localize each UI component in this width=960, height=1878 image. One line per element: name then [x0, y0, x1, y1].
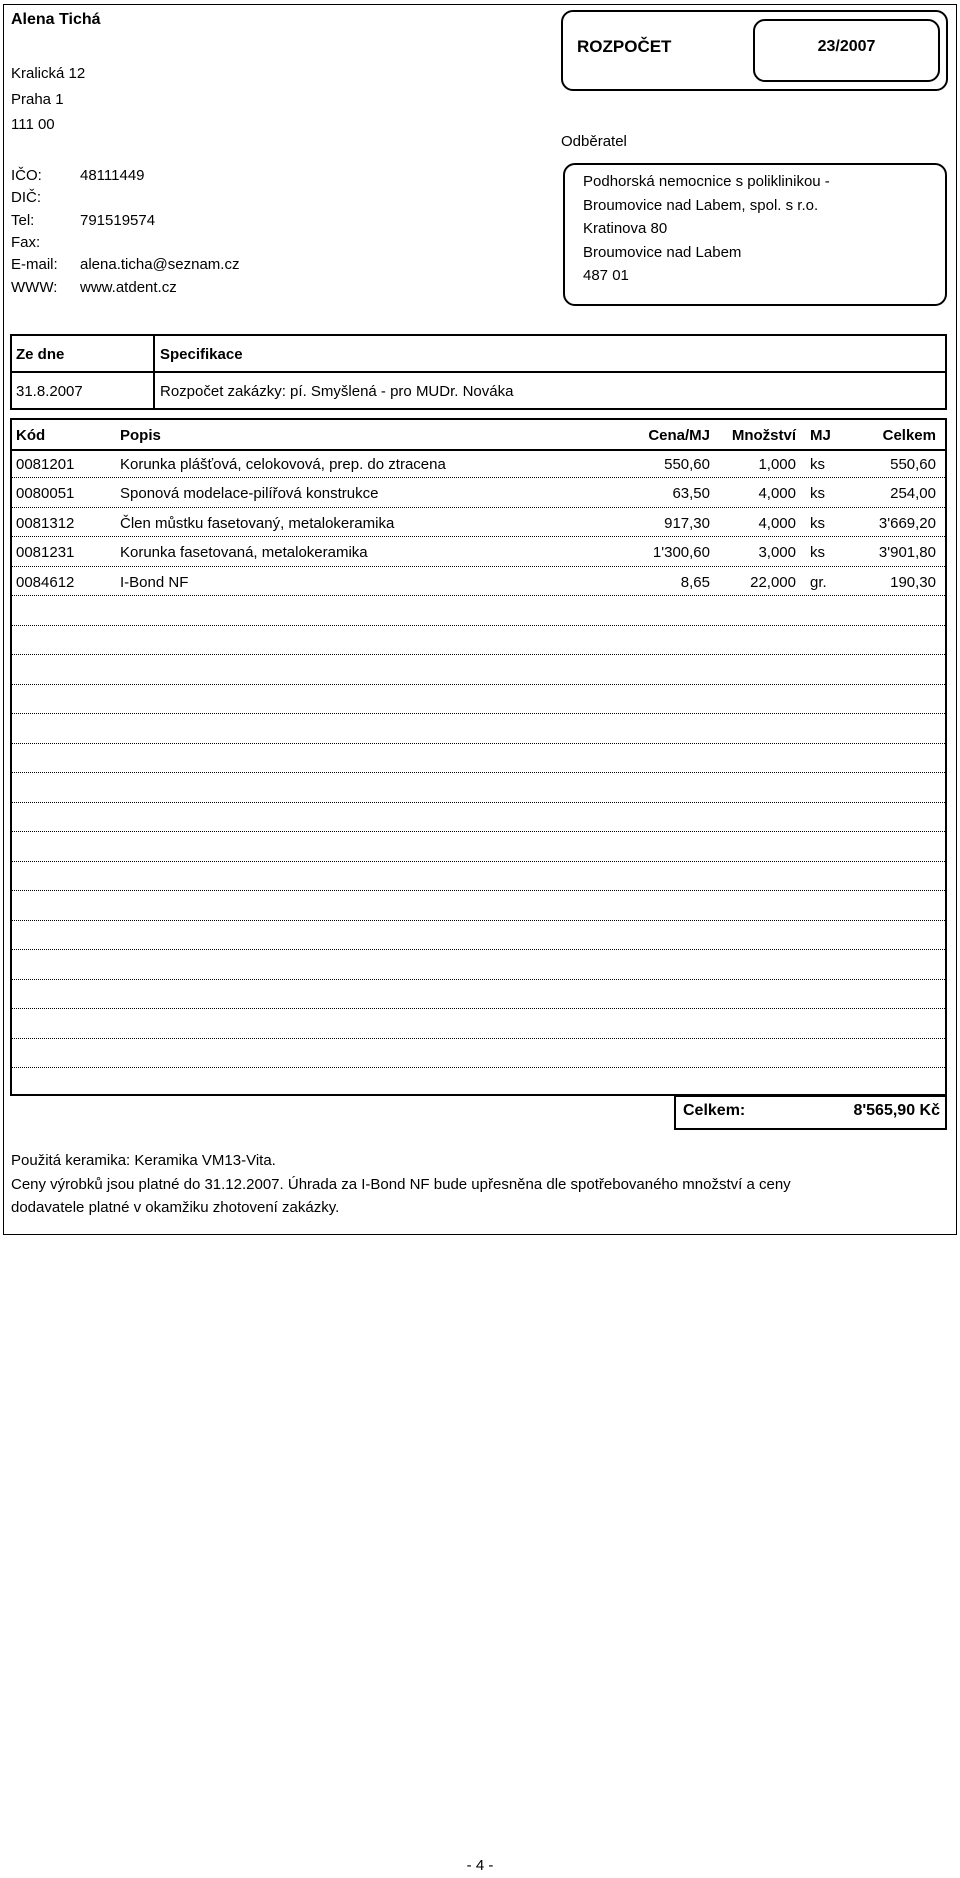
tel-label: Tel: [11, 212, 35, 229]
item-unit: ks [810, 544, 825, 561]
item-description: Korunka fasetovaná, metalokeramika [120, 544, 368, 561]
row-separator [12, 536, 945, 537]
fax-label: Fax: [11, 234, 41, 251]
spec-date-header: Ze dne [16, 346, 65, 363]
item-total: 3'901,80 [878, 544, 936, 561]
row-separator [12, 507, 945, 508]
document-type-label: ROZPOČET [577, 37, 672, 56]
supplier-street: Kralická 12 [11, 65, 86, 82]
item-code: 0081312 [16, 515, 75, 532]
note-validity: Ceny výrobků jsou platné do 31.12.2007. Úhrada za I-Bond NF bude upřesněna dle spotřebovaného množství a ceny [11, 1176, 791, 1193]
buyer-line-1: Podhorská nemocnice s poliklinikou - [583, 173, 830, 190]
item-description: Člen můstku fasetovaný, metalokeramika [120, 515, 395, 532]
ico-value: 48111449 [80, 167, 145, 184]
note-validity-continued: dodavatele platné v okamžiku zhotovení zakázky. [11, 1199, 340, 1216]
total-value: 8'565,90 Kč [853, 1102, 940, 1119]
note-ceramics: Použitá keramika: Keramika VM13-Vita. [11, 1152, 276, 1169]
row-separator [12, 890, 945, 891]
dic-label: DIČ: [11, 189, 41, 206]
ico-label: IČO: [11, 167, 42, 184]
row-separator [12, 861, 945, 862]
item-unit: ks [810, 485, 825, 502]
supplier-city: Praha 1 [11, 91, 64, 108]
header-description: Popis [120, 427, 161, 444]
item-total: 254,00 [890, 485, 936, 502]
www-label: WWW: [11, 279, 58, 296]
item-description: I-Bond NF [120, 574, 189, 591]
row-separator [12, 802, 945, 803]
row-separator [12, 1008, 945, 1009]
row-separator [12, 566, 945, 567]
buyer-line-4: Broumovice nad Labem [583, 244, 742, 261]
total-label: Celkem: [683, 1102, 746, 1119]
buyer-line-2: Broumovice nad Labem, spol. s r.o. [583, 197, 819, 214]
header-quantity: Množství [731, 427, 796, 444]
row-separator [12, 654, 945, 655]
row-separator [12, 595, 945, 596]
row-separator [12, 713, 945, 714]
header-price: Cena/MJ [648, 427, 710, 444]
row-separator [12, 743, 945, 744]
item-quantity: 3,000 [758, 544, 796, 561]
item-unit: ks [810, 515, 825, 532]
item-quantity: 4,000 [758, 485, 796, 502]
row-separator [12, 772, 945, 773]
page-number: - 4 - [466, 1857, 494, 1874]
email-label: E-mail: [11, 256, 58, 273]
item-unit: ks [810, 456, 825, 473]
item-total: 190,30 [890, 574, 936, 591]
item-quantity: 1,000 [758, 456, 796, 473]
item-price: 550,60 [664, 456, 710, 473]
row-separator [12, 684, 945, 685]
item-code: 0084612 [16, 574, 75, 591]
item-unit: gr. [810, 574, 827, 591]
item-code: 0081231 [16, 544, 75, 561]
row-separator [12, 1067, 945, 1068]
item-description: Korunka plášťová, celokovová, prep. do ztracena [120, 456, 446, 473]
tel-value: 791519574 [80, 212, 156, 229]
item-quantity: 4,000 [758, 515, 796, 532]
header-code: Kód [16, 427, 46, 444]
email-value: alena.ticha@seznam.cz [80, 256, 240, 273]
item-code: 0081201 [16, 456, 75, 473]
items-header-divider [10, 449, 947, 451]
row-separator [12, 949, 945, 950]
supplier-name: Alena Tichá [11, 11, 101, 28]
row-separator [12, 625, 945, 626]
item-description: Sponová modelace-pilířová konstrukce [120, 485, 379, 502]
item-quantity: 22,000 [750, 574, 796, 591]
header-unit: MJ [810, 427, 831, 444]
spec-date: 31.8.2007 [16, 383, 83, 400]
row-separator [12, 831, 945, 832]
www-value: www.atdent.cz [80, 279, 177, 296]
buyer-line-3: Kratinova 80 [583, 220, 668, 237]
item-price: 63,50 [672, 485, 710, 502]
row-separator [12, 920, 945, 921]
row-separator [12, 1038, 945, 1039]
spec-text-header: Specifikace [160, 346, 243, 363]
item-total: 550,60 [890, 456, 936, 473]
buyer-caption: Odběratel [561, 133, 627, 150]
specification-divider [10, 371, 947, 373]
header-total: Celkem [882, 427, 936, 444]
supplier-zip: 111 00 [11, 116, 55, 133]
buyer-line-5: 487 01 [583, 267, 629, 284]
item-price: 8,65 [680, 574, 710, 591]
item-total: 3'669,20 [878, 515, 936, 532]
document-number: 23/2007 [817, 38, 876, 55]
item-code: 0080051 [16, 485, 75, 502]
spec-text: Rozpočet zakázky: pí. Smyšlená - pro MUDr. Nováka [160, 383, 514, 400]
row-separator [12, 979, 945, 980]
item-price: 917,30 [664, 515, 710, 532]
row-separator [12, 477, 945, 478]
item-price: 1'300,60 [652, 544, 710, 561]
specification-column-divider [153, 334, 155, 410]
